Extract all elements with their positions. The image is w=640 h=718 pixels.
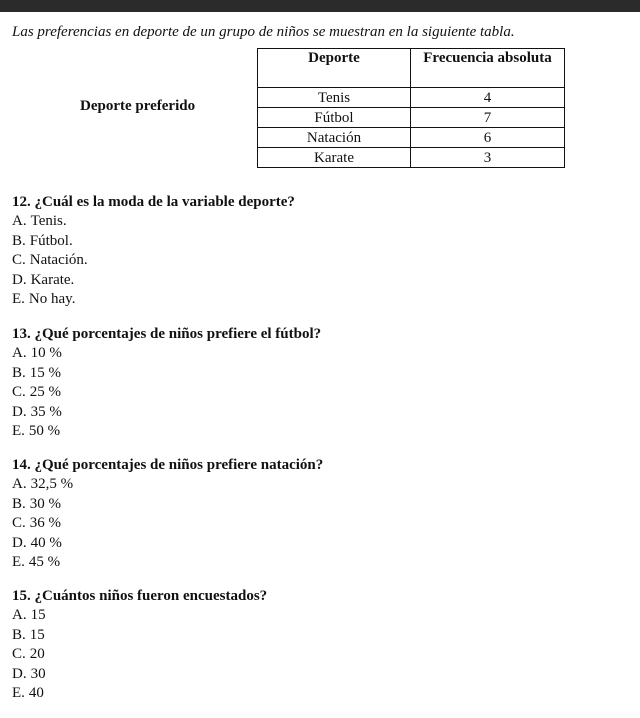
question-title: 15. ¿Cuántos niños fueron encuestados?: [12, 588, 268, 604]
option-text: 25 %: [29, 384, 62, 401]
option-a[interactable]: [12, 212, 295, 231]
option-a[interactable]: [12, 475, 323, 494]
option-text: Natación.: [29, 252, 88, 269]
option-text: 45 %: [28, 554, 61, 571]
option-letter: B.: [12, 626, 26, 643]
option-text: No hay.: [28, 291, 76, 308]
option-d[interactable]: [12, 403, 321, 422]
option-e[interactable]: [12, 553, 323, 572]
intro-text: Las preferencias en deporte de un grupo de niños se muestran en la siguiente tabla.: [12, 24, 515, 40]
question-13: [12, 325, 321, 441]
table-row: [258, 88, 565, 108]
option-letter: D.: [12, 403, 27, 420]
option-e[interactable]: [12, 422, 321, 441]
cell-frequency: 7: [411, 108, 565, 128]
option-text: 40 %: [30, 534, 62, 551]
option-text: 30 %: [29, 495, 62, 512]
option-letter: A.: [12, 213, 27, 230]
option-letter: A.: [12, 607, 27, 624]
option-letter: E.: [12, 423, 25, 440]
option-text: 35 %: [30, 403, 62, 420]
option-e[interactable]: [12, 684, 267, 703]
option-letter: E.: [12, 291, 25, 308]
question-12: [12, 193, 295, 309]
option-d[interactable]: [12, 665, 267, 684]
option-b[interactable]: [12, 495, 323, 514]
table-header-row: [258, 49, 565, 88]
cell-sport: Karate: [258, 148, 411, 168]
option-letter: D.: [12, 271, 27, 288]
option-d[interactable]: [12, 271, 295, 290]
option-a[interactable]: [12, 606, 267, 625]
option-text: Fútbol.: [29, 232, 73, 249]
option-text: 20: [29, 646, 45, 663]
option-letter: D.: [12, 665, 27, 682]
cell-sport: Natación: [258, 128, 411, 148]
option-letter: B.: [12, 364, 26, 381]
question-title: 12. ¿Cuál es la moda de la variable deporte?: [12, 194, 295, 210]
option-text: 15: [29, 626, 45, 643]
table-row: [258, 128, 565, 148]
cell-sport: Tenis: [258, 88, 411, 108]
option-text: Tenis.: [30, 213, 67, 230]
cell-frequency: 3: [411, 148, 565, 168]
option-text: 10 %: [30, 345, 62, 362]
option-letter: E.: [12, 554, 25, 571]
option-a[interactable]: [12, 344, 321, 363]
option-letter: A.: [12, 476, 27, 493]
header-frequency: Frecuencia absoluta: [411, 49, 565, 88]
question-title: 14. ¿Qué porcentajes de niños prefiere natación?: [12, 457, 324, 473]
option-c[interactable]: [12, 645, 267, 664]
option-text: 15: [30, 607, 46, 624]
option-letter: C.: [12, 384, 26, 401]
table-label: Deporte preferido: [80, 98, 196, 114]
option-letter: C.: [12, 515, 26, 532]
option-letter: A.: [12, 345, 27, 362]
option-text: 50 %: [28, 423, 61, 440]
frequency-table: [257, 48, 565, 168]
option-c[interactable]: [12, 514, 323, 533]
option-letter: E.: [12, 685, 25, 702]
option-text: 15 %: [29, 364, 62, 381]
table-row: [258, 108, 565, 128]
option-b[interactable]: [12, 364, 321, 383]
cell-frequency: 4: [411, 88, 565, 108]
option-text: 32,5 %: [30, 476, 74, 493]
option-letter: B.: [12, 232, 26, 249]
question-14: [12, 456, 323, 572]
option-e[interactable]: [12, 290, 295, 309]
option-text: Karate.: [30, 271, 75, 288]
top-bar: [0, 0, 640, 12]
option-b[interactable]: [12, 626, 267, 645]
option-letter: B.: [12, 495, 26, 512]
option-text: 36 %: [29, 515, 62, 532]
header-sport: Deporte: [258, 49, 411, 88]
table-row: [258, 148, 565, 168]
option-letter: C.: [12, 252, 26, 269]
question-15: [12, 587, 267, 703]
option-c[interactable]: [12, 383, 321, 402]
option-d[interactable]: [12, 534, 323, 553]
option-c[interactable]: [12, 251, 295, 270]
option-text: 30: [30, 665, 46, 682]
option-text: 40: [28, 685, 44, 702]
cell-sport: Fútbol: [258, 108, 411, 128]
cell-frequency: 6: [411, 128, 565, 148]
option-b[interactable]: [12, 232, 295, 251]
option-letter: D.: [12, 534, 27, 551]
question-title: 13. ¿Qué porcentajes de niños prefiere el fútbol?: [12, 326, 322, 342]
option-letter: C.: [12, 646, 26, 663]
